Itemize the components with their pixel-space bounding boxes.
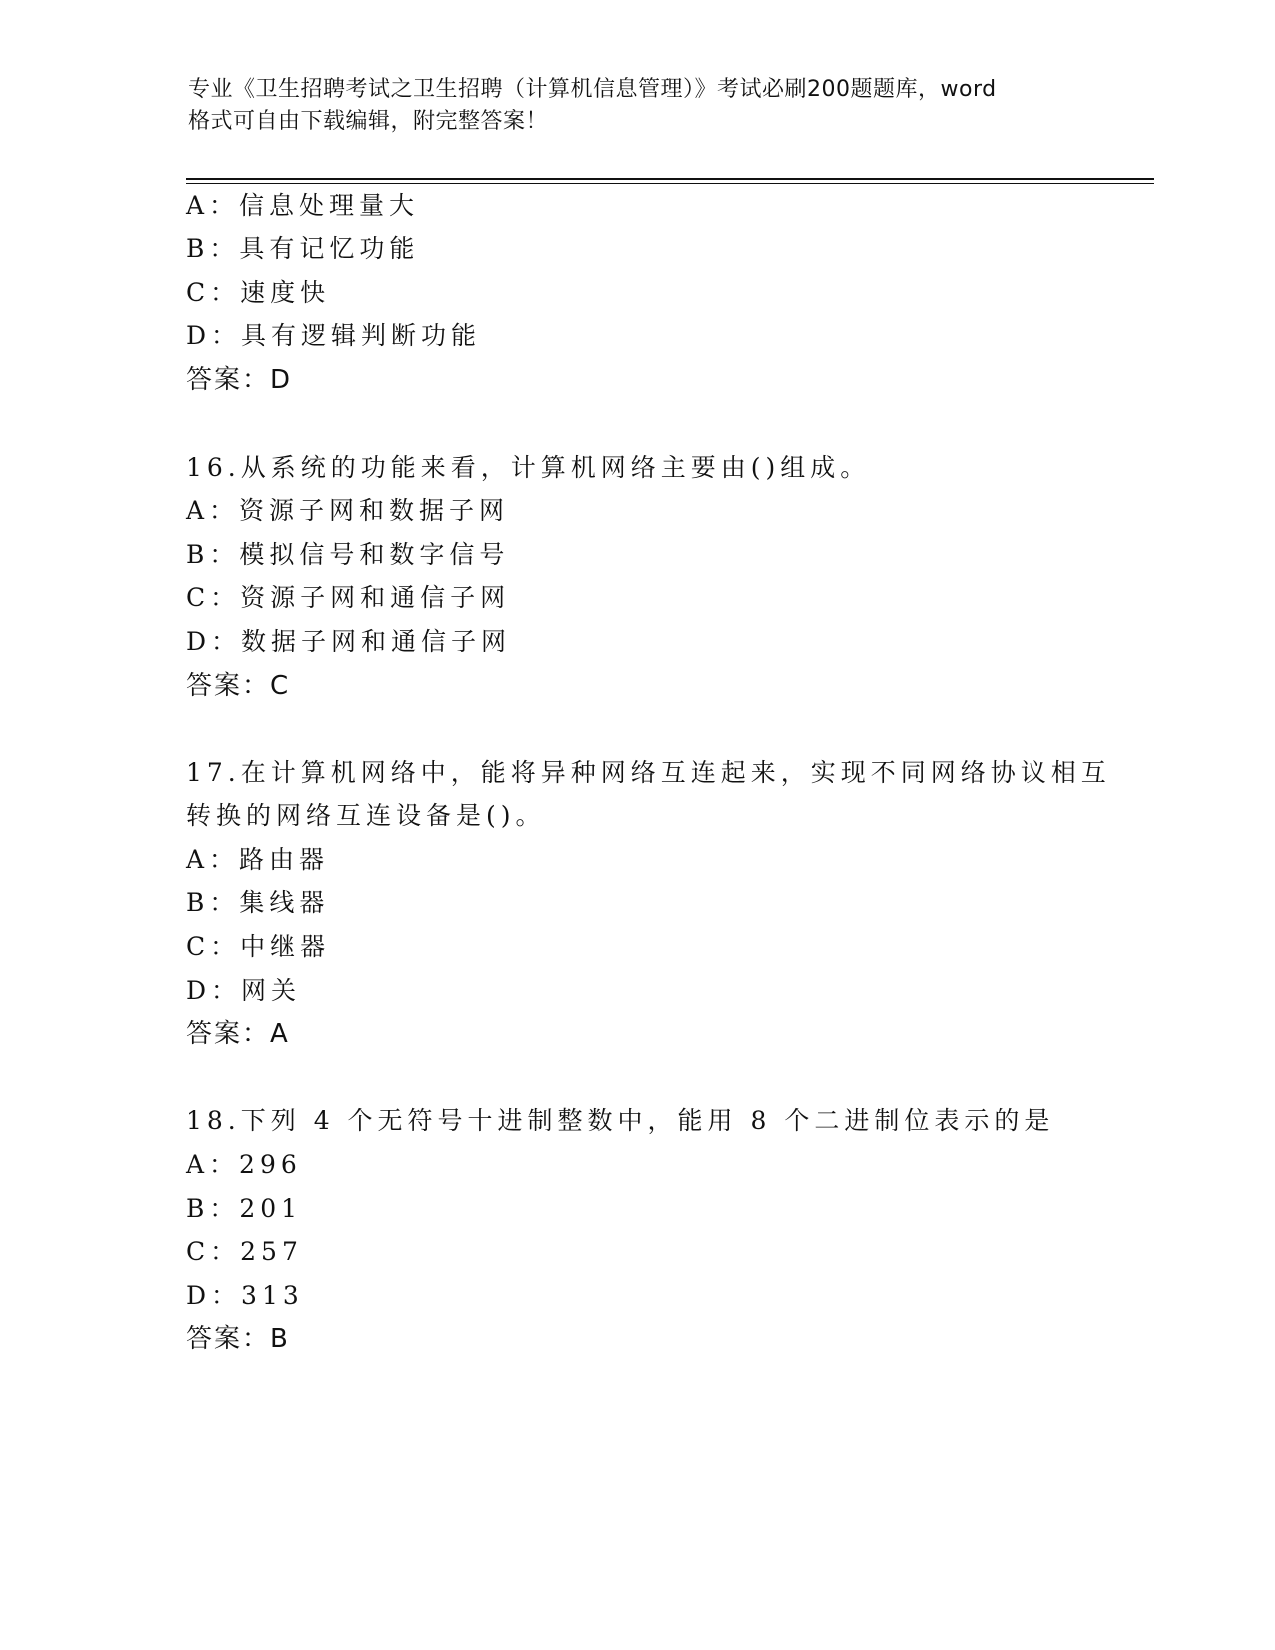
q16-answer: 答案：C	[186, 671, 291, 701]
document-header	[188, 74, 1088, 138]
q17-stem-line-2: 转换的网络互连设备是()。	[186, 801, 546, 830]
q17-answer: 答案：A	[186, 1019, 290, 1049]
q18-option-c: C：257	[186, 1237, 303, 1266]
q16-stem: 16.从系统的功能来看，计算机网络主要由()组成。	[186, 453, 871, 482]
header-rule-thick	[186, 178, 1154, 180]
q16-option-c: C：资源子网和通信子网	[186, 583, 511, 612]
q15-answer: 答案：D	[186, 365, 293, 395]
q18-option-d: D：313	[186, 1281, 304, 1310]
q15-option-a: A：信息处理量大	[186, 191, 420, 220]
q18-option-b: B：201	[186, 1194, 303, 1223]
header-line-2: 格式可自由下载编辑，附完整答案！	[188, 109, 549, 134]
q15-option-b: B：具有记忆功能	[186, 234, 420, 263]
q16-option-a: A：资源子网和数据子网	[186, 496, 510, 525]
q18-answer: 答案：B	[186, 1324, 290, 1354]
q18-stem: 18.下列 4 个无符号十进制整数中，能用 8 个二进制位表示的是	[186, 1106, 1055, 1135]
q16-option-d: D：数据子网和通信子网	[186, 627, 512, 656]
q16-option-b: B：模拟信号和数字信号	[186, 540, 510, 569]
header-rule-thin	[186, 183, 1154, 184]
q18-option-a: A：296	[186, 1150, 302, 1179]
q17-stem-line-1: 17.在计算机网络中，能将异种网络互连起来，实现不同网络协议相互	[186, 758, 1111, 787]
header-line-1: 专业《卫生招聘考试之卫生招聘（计算机信息管理）》考试必刷200题题库，word	[188, 77, 997, 102]
q17-option-d: D：网关	[186, 976, 302, 1005]
q15-option-c: C：速度快	[186, 278, 331, 307]
q17-option-a: A：路由器	[186, 845, 330, 874]
q17-option-b: B：集线器	[186, 888, 330, 917]
q15-option-d: D：具有逻辑判断功能	[186, 321, 482, 350]
q17-option-c: C：中继器	[186, 932, 331, 961]
